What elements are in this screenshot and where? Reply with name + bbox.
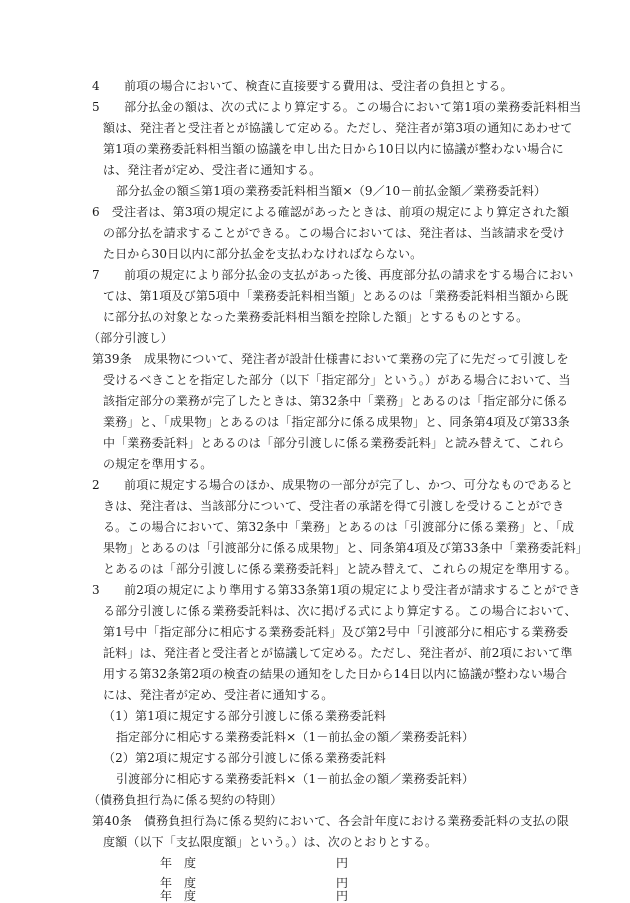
para-3-line: 3 前2項の規定により準用する第33条第1項の規定により受注者が請求することができ [92, 583, 581, 597]
para-3-line: には、発注者が定め、受注者に通知する。 [103, 688, 334, 702]
para-3-line: 託料」は、発注者と受注者とが協議して定める。ただし、発注者が、前2項において準 [103, 646, 573, 660]
yen-unit: 円 [336, 856, 349, 870]
article-40-line: 度額（以下「支払限度額」という。）は、次のとおりとする。 [103, 835, 438, 849]
para-5-line: は、発注者が定め、受注者に通知する。 [103, 163, 322, 177]
article-39-line: 第39条 成果物について、発注者が設計仕様書において業務の完了に先だって引渡しを [92, 352, 569, 366]
formula-line: 部分払金の額≦第1項の業務委託料相当額×（9／10－前払金額／業務委託料） [116, 184, 547, 198]
para-5-line: 額は、発注者と受注者とが協議して定める。ただし、発注者が第3項の通知にあわせて [103, 121, 573, 135]
para-6-line: 6 受注者は、第3項の規定による確認があったときは、前項の規定により算定された額 [92, 205, 570, 219]
article-39-line: の規定を準用する。 [103, 457, 213, 471]
para-2-line: 果物」とあるのは「引渡部分に係る成果物」と、同条第4項及び第33条中「業務委託料」 [103, 541, 589, 555]
para-7-line: ては、第1項及び第5項中「業務委託料相当額」とあるのは「業務委託料相当額から既 [103, 289, 569, 303]
article-39-line: 業務」と、「成果物」とあるのは「指定部分に係る成果物」と、同条第4項及び第33条 [103, 415, 570, 429]
para-5-line: 5 部分払金の額は、次の式により算定する。この場合において第1項の業務委託料相当 [92, 100, 582, 114]
para-4-line: 4 前項の場合において、検査に直接要する費用は、受注者の負担とする。 [92, 79, 513, 93]
article-39-line: 受けるべきことを指定した部分（以下「指定部分」という。）がある場合において、当 [103, 373, 571, 387]
para-3-line: 第1号中「指定部分に相応する業務委託料」及び第2号中「引渡部分に相応する業務委 [103, 625, 569, 639]
para-3-line: 用する第32条第2項の検査の結果の通知をした日から14日以内に協議が整わない場合 [103, 667, 568, 681]
para-3-line: る部分引渡しに係る業務委託料は、次に掲げる式により算定する。この場合において、 [103, 604, 577, 618]
section-heading: （債務負担行為に係る契約の特則） [88, 793, 283, 807]
para-7-line: 7 前項の規定により部分払金の支払があった後、再度部分払の請求をする場合におい [92, 268, 574, 282]
item-1-heading: （1）第1項に規定する部分引渡しに係る業務委託料 [103, 709, 386, 723]
item-1-formula: 指定部分に相応する業務委託料×（1－前払金の額／業務委託料） [116, 730, 475, 744]
item-2-heading: （2）第2項に規定する部分引渡しに係る業務委託料 [103, 751, 386, 765]
para-6-line: た日から30日以内に部分払金を支払わなければならない。 [103, 247, 423, 261]
item-2-formula: 引渡部分に相応する業務委託料×（1－前払金の額／業務委託料） [116, 772, 475, 786]
yen-unit: 円 [336, 876, 349, 890]
article-39-line: 中「業務委託料」とあるのは「部分引渡しに係る業務委託料」と読み替えて、これら [103, 436, 565, 450]
article-39-line: 該指定部分の業務が完了したときは、第32条中「業務」とあるのは「指定部分に係る [103, 394, 569, 408]
year-label: 年 度 [160, 856, 197, 870]
yen-unit: 円 [336, 889, 349, 903]
para-7-line: に部分払の対象となった業務委託料相当額を控除した額」とするものとする。 [103, 310, 529, 324]
para-2-line: とあるのは「部分引渡しに係る業務委託料」と読み替えて、これらの規定を準用する。 [103, 562, 577, 576]
year-label: 年 度 [160, 876, 197, 890]
para-2-line: 2 前項に規定する場合のほか、成果物の一部分が完了し、かつ、可分なものであると [92, 478, 574, 492]
para-2-line: る。この場合において、第32条中「業務」とあるのは「引渡部分に係る業務」と、「成 [103, 520, 575, 534]
para-6-line: の部分払を請求することができる。この場合においては、発注者は、当該請求を受け [103, 226, 565, 240]
year-label: 年 度 [160, 889, 197, 903]
para-5-line: 第1項の業務委託料相当額の協議を申し出た日から10日以内に協議が整わない場合に [103, 142, 564, 156]
article-40-line: 第40条 債務負担行為に係る契約において、各会計年度における業務委託料の支払の限 [92, 814, 570, 828]
para-2-line: きは、発注者は、当該部分について、受注者の承諾を得て引渡しを受けることができ [103, 499, 565, 513]
section-heading: （部分引渡し） [88, 331, 174, 345]
